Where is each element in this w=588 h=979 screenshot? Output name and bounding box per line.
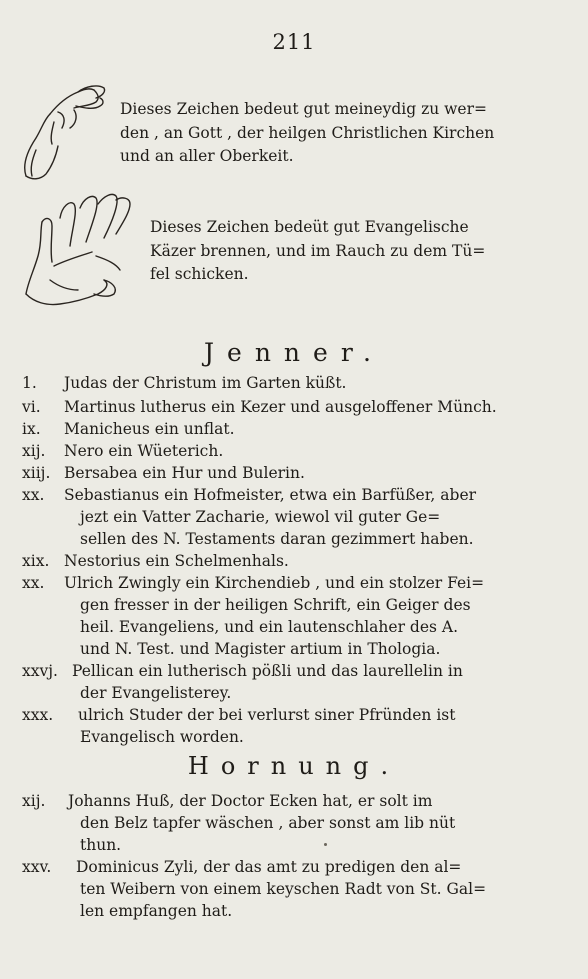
entry-text: und N. Test. und Magister artium in Thologia.: [80, 640, 441, 658]
entry-text: Pellican ein lutherisch pößli und das laurellelin in: [72, 662, 463, 680]
entry-day: xiij.: [22, 464, 51, 482]
burning-hand-icon: [20, 190, 140, 310]
entry-text: len empfangen hat.: [80, 902, 233, 920]
entry-text: Nero ein Wüeterich.: [64, 442, 224, 460]
note-line: Käzer brennen, und im Rauch zu dem Tü=: [150, 241, 486, 260]
page-number: 211: [272, 30, 316, 54]
entry-text: heil. Evangeliens, und ein lautenschlaher des A.: [80, 618, 459, 636]
entry-text: Sebastianus ein Hofmeister, etwa ein Barfüßer, aber: [64, 486, 477, 504]
entry-day: xx.: [22, 574, 45, 592]
oath-sign-note: [120, 98, 516, 169]
entry-day: 1.: [22, 374, 37, 392]
entry-day: xij.: [22, 792, 46, 810]
note-line: und an aller Oberkeit.: [120, 147, 294, 165]
entry-day: vi.: [22, 398, 41, 416]
entry-day: xxvj.: [22, 662, 58, 680]
entry-text: Nestorius ein Schelmenhals.: [64, 552, 289, 570]
entry-day: ix.: [22, 420, 41, 438]
entry-day: xij.: [22, 442, 46, 460]
entry-day: xxv.: [22, 858, 52, 876]
entry-text: den Belz tapfer wäschen , aber sonst am lib nüt: [80, 814, 456, 832]
note-line: Dieses Zeichen bedeut gut meineydig zu wer=: [120, 100, 487, 118]
entry-day: xix.: [22, 552, 50, 570]
ink-speck: [324, 843, 327, 846]
entry-text: gen fresser in der heiligen Schrift, ein Geiger des: [80, 596, 471, 614]
entry-text: jezt ein Vatter Zacharie, wiewol vil guter Ge=: [80, 508, 441, 526]
entry-text: Martinus lutherus ein Kezer und ausgeloffener Münch.: [64, 398, 497, 416]
entry-text: Evangelisch worden.: [80, 728, 244, 746]
note-line: Dieses Zeichen bedeüt gut Evangelische: [150, 218, 469, 236]
entry-text: Judas der Christum im Garten küßt.: [64, 374, 347, 392]
entry-text: Bersabea ein Hur und Bulerin.: [64, 464, 305, 482]
oath-hand-icon: [18, 80, 110, 186]
note-line: den , an Gott , der heilgen Christlichen Kirchen: [120, 123, 495, 142]
entry-text: der Evangelisterey.: [80, 684, 232, 702]
entry-text: ten Weibern von einem keyschen Radt von St. Gal=: [80, 880, 487, 898]
entry-text: Manicheus ein unflat.: [64, 420, 235, 438]
entry-text: ulrich Studer der bei verlurst siner Pfründen ist: [78, 706, 456, 724]
month-heading-hornung: Hornung.: [187, 752, 401, 780]
burning-sign-note: [150, 216, 518, 287]
month-heading-jenner: Jenner.: [204, 338, 384, 367]
entry-day: xx.: [22, 486, 45, 504]
entry-text: Johanns Huß, der Doctor Ecken hat, er solt im: [68, 792, 433, 810]
entry-text: thun.: [80, 836, 122, 854]
entry-text: Dominicus Zyli, der das amt zu predigen den al=: [76, 858, 462, 876]
entry-day: xxx.: [22, 706, 54, 724]
entry-text: Ulrich Zwingly ein Kirchendieb , und ein stolzer Fei=: [64, 574, 485, 592]
entry-text: sellen des N. Testaments daran gezimmert haben.: [80, 530, 474, 548]
note-line: fel schicken.: [150, 265, 249, 283]
